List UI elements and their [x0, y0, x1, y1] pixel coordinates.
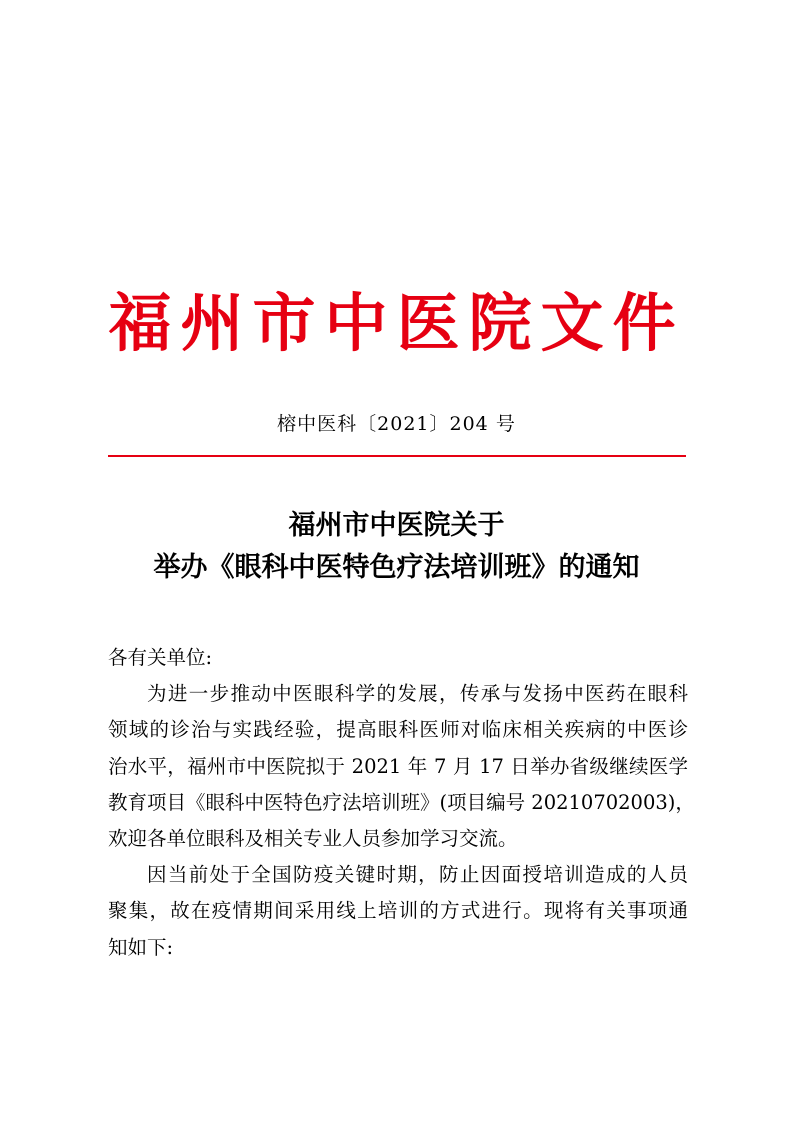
paragraph-line: 领域的诊治与实践经验，提高眼科医师对临床相关疾病的中医诊 [108, 718, 688, 742]
paragraph-line: 因当前处于全国防疫关键时期，防止因面授培训造成的人员 [147, 863, 688, 887]
paragraph-1 [108, 676, 695, 857]
salutation: 各有关单位: [108, 646, 213, 669]
paragraph-line: 治水平，福州市中医院拟于 2021 年 7 月 17 日举办省级继续医学 [108, 754, 688, 778]
paragraph-line: 知如下: [108, 935, 174, 959]
paragraph-line: 聚集，故在疫情期间采用线上培训的方式进行。现将有关事项通 [108, 899, 688, 923]
paragraph-2 [108, 857, 688, 966]
paragraph-line: 为进一步推动中医眼科学的发展，传承与发扬中医药在眼科 [147, 682, 688, 706]
paragraph-line: 欢迎各单位眼科及相关专业人员参加学习交流。 [108, 826, 518, 850]
notice-title-line-2: 举办《眼科中医特色疗法培训班》的通知 [153, 552, 640, 583]
notice-body [108, 640, 695, 966]
document-number: 榕中医科〔2021〕204 号 [277, 413, 516, 435]
masthead-title: 福州市中医院文件 [108, 286, 685, 360]
red-divider-line [108, 455, 686, 457]
paragraph-line: 教育项目《眼科中医特色疗法培训班》(项目编号 20210702003)， [108, 790, 695, 814]
notice-title-line-1: 福州市中医院关于 [288, 510, 505, 541]
